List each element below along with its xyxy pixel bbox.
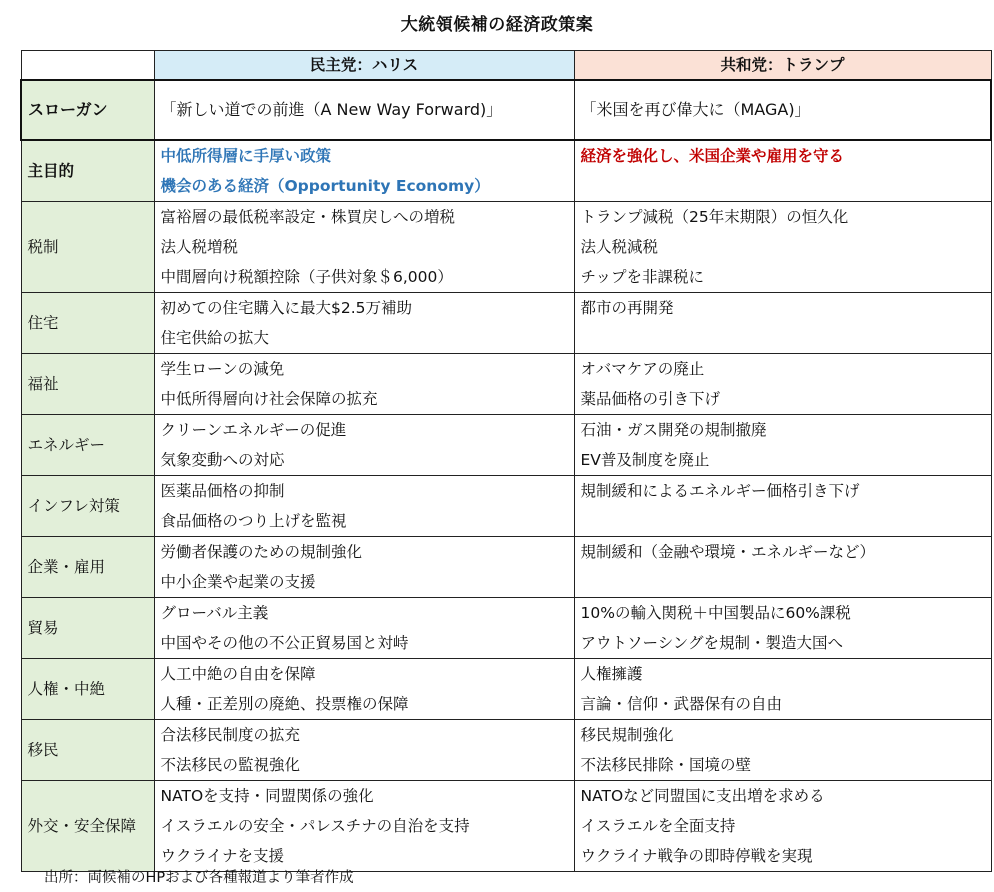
policy-row-label: 貿易 — [21, 598, 154, 659]
policy-republican-line: 移民規制強化 — [580, 726, 674, 744]
policy-row-label: 住宅 — [21, 293, 154, 354]
header-empty-cell — [21, 51, 154, 81]
policy-democrat-line: 富裕層の最低税率設定・株買戻しへの増税 — [160, 208, 456, 226]
policy-democrat-line: 合法移民制度の拡充 — [160, 726, 301, 744]
policy-row — [21, 537, 991, 598]
policy-democrat-cell — [154, 476, 574, 537]
policy-row-label: 税制 — [21, 202, 154, 293]
policy-republican-line: 都市の再開発 — [580, 299, 674, 317]
policy-republican-line: 石油・ガス開発の規制撤廃 — [580, 421, 767, 439]
policy-democrat-line: 気象変動への対応 — [160, 451, 285, 469]
slogan-row — [21, 80, 991, 140]
policy-republican-line: 規制緩和によるエネルギー価格引き下げ — [580, 482, 860, 500]
policy-democrat-line: 中小企業や起業の支援 — [160, 573, 316, 591]
policy-republican-line: NATOなど同盟国に支出増を求める — [580, 787, 825, 805]
policy-republican-cell — [574, 598, 991, 659]
policy-republican-line: 法人税減税 — [580, 238, 659, 256]
policy-democrat-cell — [154, 354, 574, 415]
policy-republican-cell — [574, 354, 991, 415]
policy-democrat-line: 不法移民の監視強化 — [160, 756, 301, 774]
goal-label: 主目的 — [21, 140, 154, 202]
policy-row — [21, 781, 991, 872]
policy-republican-line: イスラエルを全面支持 — [580, 817, 736, 835]
policy-democrat-line: 学生ローンの減免 — [160, 360, 285, 378]
policy-democrat-line: 法人税増税 — [160, 238, 239, 256]
policy-row-label: エネルギー — [21, 415, 154, 476]
slogan-republican: 「米国を再び偉大に（MAGA)」 — [574, 80, 991, 140]
policy-row-label: 移民 — [21, 720, 154, 781]
goal-republican-line: 経済を強化し、米国企業や雇用を守る — [580, 147, 845, 165]
policy-republican-cell — [574, 202, 991, 293]
goal-democrat — [154, 140, 574, 202]
goal-row — [21, 140, 991, 202]
source-note: 出所：両候補のHPおよび各種報道より筆者作成 — [44, 870, 354, 886]
policy-democrat-line: クリーンエネルギーの促進 — [160, 421, 347, 439]
policy-democrat-line: 人工中絶の自由を保障 — [160, 665, 316, 683]
policy-row-label: インフレ対策 — [21, 476, 154, 537]
policy-republican-cell — [574, 781, 991, 872]
policy-republican-cell — [574, 415, 991, 476]
goal-republican — [574, 140, 991, 202]
policy-row — [21, 293, 991, 354]
policy-democrat-line: 住宅供給の拡大 — [160, 329, 270, 347]
policy-democrat-cell — [154, 415, 574, 476]
policy-democrat-cell — [154, 781, 574, 872]
policy-republican-line: 不法移民排除・国境の壁 — [580, 756, 752, 774]
policy-row — [21, 659, 991, 720]
policy-republican-cell — [574, 537, 991, 598]
header-row — [21, 51, 991, 81]
policy-republican-cell — [574, 659, 991, 720]
policy-democrat-line: 人種・正差別の廃絶、投票権の保障 — [160, 695, 409, 713]
policy-republican-line: ウクライナ戦争の即時停戦を実現 — [580, 847, 813, 865]
policy-row — [21, 598, 991, 659]
policy-row-label: 福祉 — [21, 354, 154, 415]
policy-democrat-line: 初めての住宅購入に最大$2.5万補助 — [160, 299, 413, 317]
policy-republican-line: トランプ減税（25年末期限）の恒久化 — [580, 208, 849, 226]
policy-democrat-cell — [154, 720, 574, 781]
policy-democrat-cell — [154, 202, 574, 293]
policy-democrat-cell — [154, 659, 574, 720]
policy-democrat-line: 中低所得層向け社会保障の拡充 — [160, 390, 378, 408]
policy-democrat-line: 食品価格のつり上げを監視 — [160, 512, 347, 530]
header-republican: 共和党：トランプ — [574, 51, 991, 81]
goal-democrat-line: 中低所得層に手厚い政策 — [160, 147, 332, 165]
policy-republican-line: 規制緩和（金融や環境・エネルギーなど） — [580, 543, 876, 561]
policy-row — [21, 476, 991, 537]
policy-row-label: 企業・雇用 — [21, 537, 154, 598]
policy-republican-line: EV普及制度を廃止 — [580, 451, 710, 469]
policy-republican-cell — [574, 293, 991, 354]
header-democrat: 民主党：ハリス — [154, 51, 574, 81]
policy-republican-line: チップを非課税に — [580, 268, 705, 286]
policy-republican-line: オバマケアの廃止 — [580, 360, 705, 378]
policy-republican-line: 10%の輸入関税＋中国製品に60%課税 — [580, 604, 851, 622]
slogan-label: スローガン — [21, 80, 154, 140]
policy-republican-line: 薬品価格の引き下げ — [580, 390, 721, 408]
policy-row — [21, 202, 991, 293]
policy-republican-cell — [574, 476, 991, 537]
policy-row — [21, 415, 991, 476]
page-title: 大統領候補の経済政策案 — [400, 15, 594, 35]
goal-democrat-line: 機会のある経済（Opportunity Economy） — [160, 177, 490, 195]
policy-democrat-cell — [154, 537, 574, 598]
policy-row-label: 人権・中絶 — [21, 659, 154, 720]
policy-democrat-line: ウクライナを支援 — [160, 847, 285, 865]
policy-table — [20, 50, 992, 872]
policy-row — [21, 720, 991, 781]
policy-democrat-line: 中間層向け税額控除（子供対象＄6,000） — [160, 268, 453, 286]
policy-democrat-line: NATOを支持・同盟関係の強化 — [160, 787, 374, 805]
policy-democrat-cell — [154, 598, 574, 659]
policy-republican-line: アウトソーシングを規制・製造大国へ — [580, 634, 843, 652]
policy-democrat-line: 労働者保護のための規制強化 — [160, 543, 363, 561]
policy-democrat-cell — [154, 293, 574, 354]
policy-democrat-line: 医薬品価格の抑制 — [160, 482, 285, 500]
policy-democrat-line: 中国やその他の不公正貿易国と対峙 — [160, 634, 409, 652]
policy-row-label: 外交・安全保障 — [21, 781, 154, 872]
policy-democrat-line: イスラエルの安全・パレスチナの自治を支持 — [160, 817, 470, 835]
policy-republican-line: 人権擁護 — [580, 665, 643, 683]
policy-democrat-line: グローバル主義 — [160, 604, 269, 622]
policy-row — [21, 354, 991, 415]
policy-republican-line: 言論・信仰・武器保有の自由 — [580, 695, 783, 713]
slogan-democrat: 「新しい道での前進（A New Way Forward)」 — [154, 80, 574, 140]
policy-republican-cell — [574, 720, 991, 781]
